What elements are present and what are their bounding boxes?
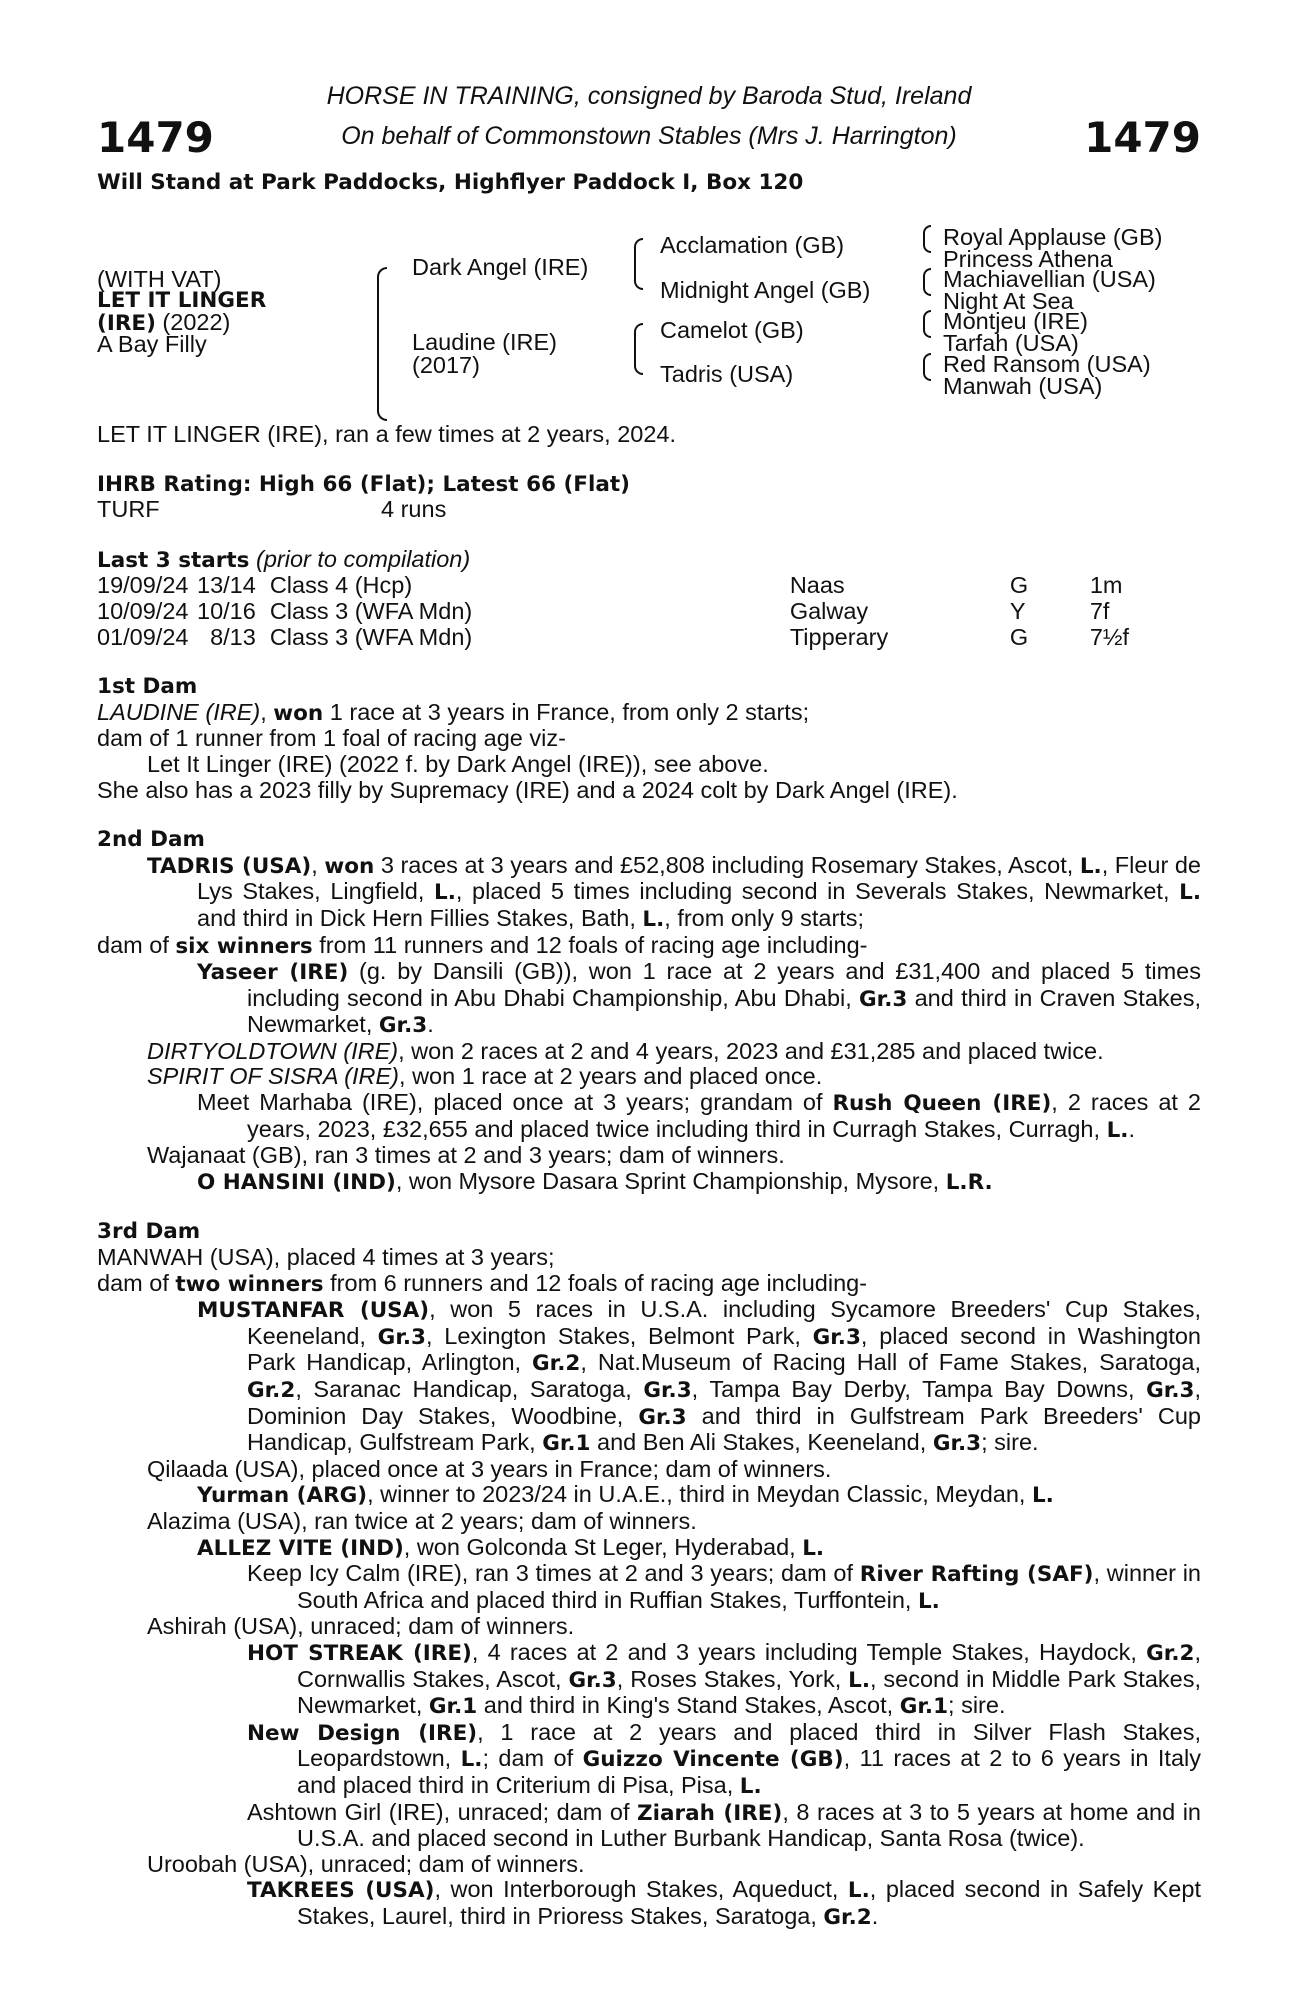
sire: Dark Angel (IRE) (412, 254, 589, 280)
venue-line: Will Stand at Park Paddocks, Highflyer Paddock I, Box 120 (97, 170, 804, 195)
lot-number-left: 1479 (97, 113, 214, 162)
start-going: G (1009, 623, 1029, 650)
grandsire-1: Royal Applause (GB) (943, 224, 1163, 250)
horse-name: LET IT LINGER (97, 288, 267, 313)
lot-number-right: 1479 (1084, 113, 1201, 162)
start-dist: 1m (1089, 572, 1123, 599)
qilaada-entry: Qilaada (USA), placed once at 3 years in France; dam of winners. (147, 1455, 832, 1482)
rating-surface: TURF (97, 496, 160, 523)
grandsire-4: Red Ransom (USA) (943, 351, 1151, 377)
first-dam-line3: Let It Linger (IRE) (2022 f. by Dark Angel (IRE)), see above. (147, 750, 769, 777)
uroobah-entry: Uroobah (USA), unraced; dam of winners. (147, 1850, 585, 1877)
first-dam-line1: LAUDINE (IRE), won 1 race at 3 years in France, from only 2 starts; (97, 698, 810, 726)
dam-year: (2017) (412, 352, 480, 378)
consignor-line: HORSE IN TRAINING, consigned by Baroda Stud, Ireland (326, 82, 972, 110)
alazima-entry: Alazima (USA), ran twice at 2 years; dam of winners. (147, 1507, 697, 1534)
dam-dam: Tadris (USA) (660, 361, 794, 387)
start-course: Tipperary (789, 623, 889, 650)
ashtown-girl-entry: Ashtown Girl (IRE), unraced; dam of Ziarah (IRE), 8 races at 3 to 5 years at home and in U.S.A. and placed second in Luther Burbank Handicap, Santa Rosa (twice). (247, 1798, 1201, 1852)
start-race: Class 3 (WFA Mdn) (269, 597, 473, 624)
start-pos: 10/16 (197, 597, 256, 624)
mustanfar-entry: MUSTANFAR (USA), won 5 races in U.S.A. including Sycamore Breeders' Cup Stakes, Keeneland, Gr.3, Lexington Stakes, Belmont Park, Gr.3, placed second in Washington Park Handicap, Arlington, Gr.2, Nat.Museum of Racing Hall of Fame Stakes, Saratoga, Gr.2, Saranac Handicap, Saratoga, Gr.3, Tampa Bay Derby, Tampa Bay Downs, Gr.3, Dominion Day Stakes, Woodbine, Gr.3 and third in Gulfstream Park Breeders' Cup Handicap, Gulfstream Park, Gr.1 and Ben Ali Stakes, Keeneland, Gr.3; sire. (197, 1296, 1201, 1457)
start-dist: 7½f (1089, 623, 1130, 650)
dam-sire: Camelot (GB) (660, 317, 804, 343)
start-going: G (1009, 572, 1029, 599)
third-dam-damof: dam of two winners from 6 runners and 12 foals of racing age including- (97, 1269, 868, 1297)
brace-dam-parents (634, 323, 643, 375)
grandsire-3: Montjeu (IRE) (943, 308, 1088, 334)
start-date: 19/09/24 (97, 572, 189, 599)
second-dam-title: 2nd Dam (97, 827, 205, 853)
granddam-3: Tarfah (USA) (943, 330, 1079, 356)
brace-g4 (923, 353, 931, 381)
start-row (97, 625, 1170, 651)
allez-vite-entry: ALLEZ VITE (IND), won Golconda St Leger, Hyderabad, L. (197, 1533, 825, 1561)
ashirah-entry: Ashirah (USA), unraced; dam of winners. (147, 1613, 575, 1640)
start-dist: 7f (1089, 597, 1110, 624)
yaseer-entry: Yaseer (IRE) (g. by Dansili (GB)), won 1 race at 2 years and £31,400 and placed 5 times including second in Abu Dhabi Championship, Abu Dhabi, Gr.3 and third in Craven Stakes, Newmarket, Gr.3. (197, 958, 1202, 1039)
brace-sire-parents (634, 238, 643, 290)
horse-description: A Bay Filly (97, 331, 207, 357)
yurman-entry: Yurman (ARG), winner to 2023/24 in U.A.E., third in Meydan Classic, Meydan, L. (197, 1481, 1054, 1509)
start-course: Galway (789, 597, 869, 624)
start-race: Class 4 (Hcp) (269, 572, 413, 599)
rating-line (97, 497, 1201, 523)
dam: Laudine (IRE) (412, 329, 557, 355)
start-going: Y (1009, 597, 1026, 624)
catalogue-body (97, 422, 1201, 1930)
first-dam-title: 1st Dam (97, 674, 198, 700)
brace-g2 (923, 268, 931, 296)
hot-streak-entry: HOT STREAK (IRE), 4 races at 2 and 3 years including Temple Stakes, Haydock, Gr.2, Cornwallis Stakes, Ascot, Gr.3, Roses Stakes, York, L., second in Middle Park Stakes, Newmarket, Gr.1 and third in King's Stand Stakes, Ascot, Gr.1; sire. (247, 1638, 1201, 1720)
meet-marhaba-entry: Meet Marhaba (IRE), placed once at 3 years; grandam of Rush Queen (IRE), 2 races at 2 years, 2023, £32,655 and placed twice including third in Curragh Stakes, Curragh, L.. (197, 1089, 1201, 1143)
keep-icy-calm-entry: Keep Icy Calm (IRE), ran 3 times at 2 and 3 years; dam of River Rafting (SAF), winner in South Africa and placed third in Ruffian Stakes, Turffontein, L. (247, 1560, 1202, 1614)
tadris-entry: TADRIS (USA), won 3 races at 3 years and £52,808 including Rosemary Stakes, Ascot, L., Fleur de Lys Stakes, Lingfield, L., placed 5 times including second in Severals Stakes, Newmarket, L. and third in Dick Hern Fillies Stakes, Bath, L., from only 9 starts; (147, 851, 1201, 932)
brace-g3 (923, 310, 931, 338)
third-dam-title: 3rd Dam (97, 1219, 201, 1245)
grandsire-2: Machiavellian (USA) (943, 266, 1156, 292)
brace-g1 (923, 225, 931, 253)
manwah-line: MANWAH (USA), placed 4 times at 3 years; (97, 1244, 555, 1271)
start-course: Naas (789, 572, 845, 599)
ohansini-entry: O HANSINI (IND), won Mysore Dasara Sprint Championship, Mysore, L.R. (197, 1167, 993, 1195)
first-dam-line4: She also has a 2023 filly by Supremacy (IRE) and a 2024 colt by Dark Angel (IRE). (97, 776, 958, 803)
granddam-2: Night At Sea (943, 288, 1074, 314)
rating-title: IHRB Rating: High 66 (Flat); Latest 66 (Flat) (97, 471, 630, 497)
start-pos: 13/14 (197, 572, 256, 599)
start-row (97, 573, 1170, 599)
granddam-1: Princess Athena (943, 246, 1113, 272)
summary-line: LET IT LINGER (IRE), ran a few times at 2 years, 2024. (97, 421, 677, 447)
vat-note: (WITH VAT) (97, 266, 222, 292)
second-dam-damof: dam of six winners from 11 runners and 12 foals of racing age including- (97, 931, 868, 959)
behalf-line: On behalf of Commonstown Stables (Mrs J. Harrington) (341, 122, 957, 150)
dirtyoldtown-entry: DIRTYOLDTOWN (IRE), won 2 races at 2 and 4 years, 2023 and £31,285 and placed twice. (147, 1037, 1104, 1064)
brace-sire-dam (377, 267, 387, 421)
wajanaat-entry: Wajanaat (GB), ran 3 times at 2 and 3 years; dam of winners. (147, 1142, 785, 1169)
sire-sire: Acclamation (GB) (660, 232, 845, 258)
start-date: 01/09/24 (97, 623, 189, 650)
start-date: 10/09/24 (97, 597, 189, 624)
sire-dam: Midnight Angel (GB) (660, 277, 871, 303)
takrees-entry: TAKREES (USA), won Interborough Stakes, Aqueduct, L., placed second in Safely Kept Stakes, Laurel, third in Prioress Stakes, Saratoga, Gr.2. (247, 1876, 1201, 1930)
last-starts-title: Last 3 starts (prior to compilation) (97, 545, 471, 573)
start-pos: 8/13 (210, 623, 256, 650)
horse-country-year: (IRE) (2022) (97, 309, 231, 336)
start-race: Class 3 (WFA Mdn) (269, 623, 473, 650)
spirit-entry: SPIRIT OF SISRA (IRE), won 1 race at 2 years and placed once. (147, 1063, 823, 1090)
granddam-4: Manwah (USA) (943, 373, 1103, 399)
last-starts-table (97, 573, 1170, 650)
rating-runs: 4 runs (381, 496, 447, 523)
start-row (97, 599, 1170, 625)
new-design-entry: New Design (IRE), 1 race at 2 years and placed third in Silver Flash Stakes, Leopardstown, L.; dam of Guizzo Vincente (GB), 11 races at 2 to 6 years in Italy and placed third in Criterium di Pisa, Pisa, L. (247, 1718, 1202, 1799)
first-dam-line2: dam of 1 runner from 1 foal of racing age viz- (97, 725, 566, 752)
